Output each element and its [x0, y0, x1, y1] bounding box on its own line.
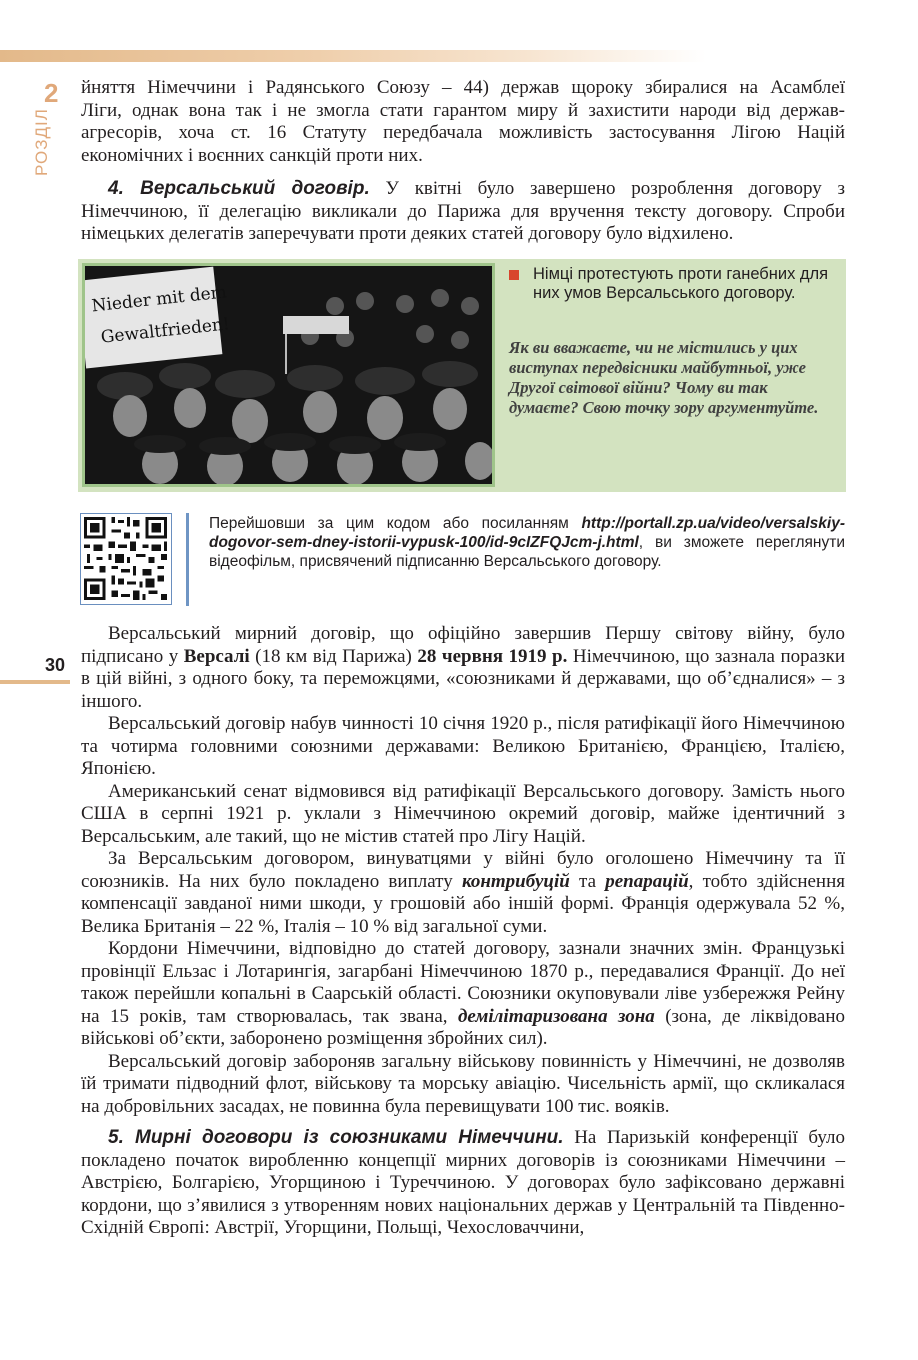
intro-paragraph	[81, 77, 845, 167]
p1-text-b: (18 км від Парижа)	[249, 645, 418, 667]
versailles-intro-paragraph	[81, 178, 845, 246]
p1-text-a: Версальський мирний договір, що офіційно завершив Першу світову війну, було підписано у	[81, 623, 845, 667]
section-label: РОЗДІЛ	[32, 108, 51, 176]
intro-line: йняття Німеччини і Радянського Союзу – 44) держав щороку збиралися на Асамблеї	[81, 77, 845, 98]
intro-line: агресорів, хоча ст. 16 Статуту передбачала можливість застосування Лігою Націй	[81, 122, 845, 143]
small-sign	[283, 316, 349, 334]
qr-note	[209, 514, 845, 571]
term-demilitarized-zone: демілітаризована зона	[457, 1005, 655, 1027]
main-body	[81, 623, 845, 1240]
paragraph-ratification: Версальський договір набув чинності 10 січня 1920 р., після ратифікації його Німеччиною та чотирма головними союзними державами: Великою Британією, Францією, Італією, Японією.	[81, 713, 845, 779]
paragraph-reparations	[81, 848, 845, 938]
date-signing: 28 червня 1919 р.	[417, 645, 568, 667]
section-number: 2	[44, 78, 59, 108]
caption-bullet-icon	[509, 270, 519, 280]
qr-note-after: , ви зможете переглянути відеофільм, присвячений підписанню Версальського договору.	[209, 534, 845, 570]
p7-text: На Паризькій конференції було покладено початок виробленню концепції мирних договорів із союзниками Німеччини – Австрією, Болгарією, Угорщиною і Туреччиною. У договорах було зафіксовано державні кордони, що з’явилися з утворенням нових національних держав у Центральній та Південно-Східній Європі: Австрії, Угорщини, Польщі, Чехословаччини,	[81, 1127, 845, 1238]
p4-text-b: та	[569, 870, 606, 892]
sign-text-line2: Gewaltfrieden!	[99, 314, 231, 348]
term-versailles: Версалі	[183, 645, 250, 667]
qr-note-divider	[186, 513, 189, 606]
term-reparations: репарацій	[605, 870, 689, 892]
page-number-decor-line	[0, 680, 70, 684]
p5-text-a: Кордони Німеччини, відповідно до статей договору, зазнали значних змін. Французькі провінції Ельзас і Лотарингія, загарбані Німеччиною 1870 р., передавалися Франції. До неї також перейшли копальні в Саарській області. Союзники окуповували ліве узбережжя Рейну на 15 років, там створювалась, так звана,	[81, 938, 845, 1027]
versailles-heading: 4. Версальський договір.	[108, 178, 370, 199]
versailles-intro-text: У квітні було завершено розроблення договору з Німеччиною, її делегацію викликали до Парижа для вручення тексту договору. Спроби німецьких делегатів заперечувати проти деяких статей договору було відхилено.	[81, 178, 846, 244]
qr-note-before: Перейшовши за цим кодом або посиланням	[209, 515, 582, 532]
photo-caption	[509, 265, 839, 303]
intro-line: Ліги, однак вона так і не змогла стати гарантом миру й захистити народи від держав-	[81, 99, 845, 121]
video-link[interactable]: http://portall.zp.ua/video/versalskiy-dogovor-sem-dney-istorii-vypusk-100/id-9cIZFQJcm-j.html	[209, 515, 845, 551]
paragraph-us-senate: Американський сенат відмовився від ратифікації Версальського договору. Замість нього США в серпні 1921 р. уклали з Німеччиною окремий договір, майже ідентичний з Версальським, але такий, що не містив статей про Лігу Націй.	[81, 780, 845, 847]
protest-crowd-image	[85, 266, 492, 484]
term-contributions: контрибуцій	[461, 870, 570, 892]
header-decor-bar	[0, 50, 706, 62]
qr-code[interactable]	[80, 513, 172, 605]
p4-text-a: За Версальським договором, винуватцями у війні було оголошено Німеччину та її союзників. На них було покладено виплату	[81, 848, 845, 892]
qr-code-icon	[81, 514, 170, 603]
protest-photo	[82, 263, 495, 487]
versailles-section	[81, 178, 845, 246]
paragraph-signing	[81, 623, 845, 713]
allies-heading: 5. Мирні договори із союзниками Німеччини.	[108, 1127, 564, 1148]
page-number: 30	[45, 655, 66, 675]
p4-text-c: , тобто здійснення компенсації завданої ними шкоди, у грошовій або іншій формі. Франція одержувала 52 %, Велика Британія – 22 %, Італія – 10 % від загальної суми.	[81, 870, 845, 937]
discussion-question: Як ви вважаєте, чи не містились у цих виступах передвісники майбутньої, уже Другої світової війни? Чому ви так думаєте? Свою точку зору аргументуйте.	[509, 338, 819, 417]
caption-text: Німці протестують проти ганебних для них умов Версальського договору.	[533, 265, 829, 302]
p1-text-c: Німеччиною, що зазнала поразки в цій війні, з одного боку, та переможцями, «союзниками й державами, що об’єдналися» – з іншого.	[81, 645, 845, 712]
p5-text-b: (зона, де ліквідовано військові об’єкти, заборонено розміщення збройних сил).	[81, 1005, 845, 1049]
intro-line: економічних і воєнних санкцій проти них.	[81, 144, 423, 166]
paragraph-military: Версальський договір забороняв загальну військову повинність у Німеччині, не дозволяв їй тримати підводний флот, військову та морську авіацію. Чисельність армії, що скликалася на добровільних засадах, не повинна була перевищувати 100 тис. вояків.	[81, 1050, 845, 1117]
paragraph-borders	[81, 938, 845, 1051]
paragraph-allies-treaties	[81, 1127, 845, 1240]
sign-text-line1: Nieder mit dem	[90, 282, 228, 317]
